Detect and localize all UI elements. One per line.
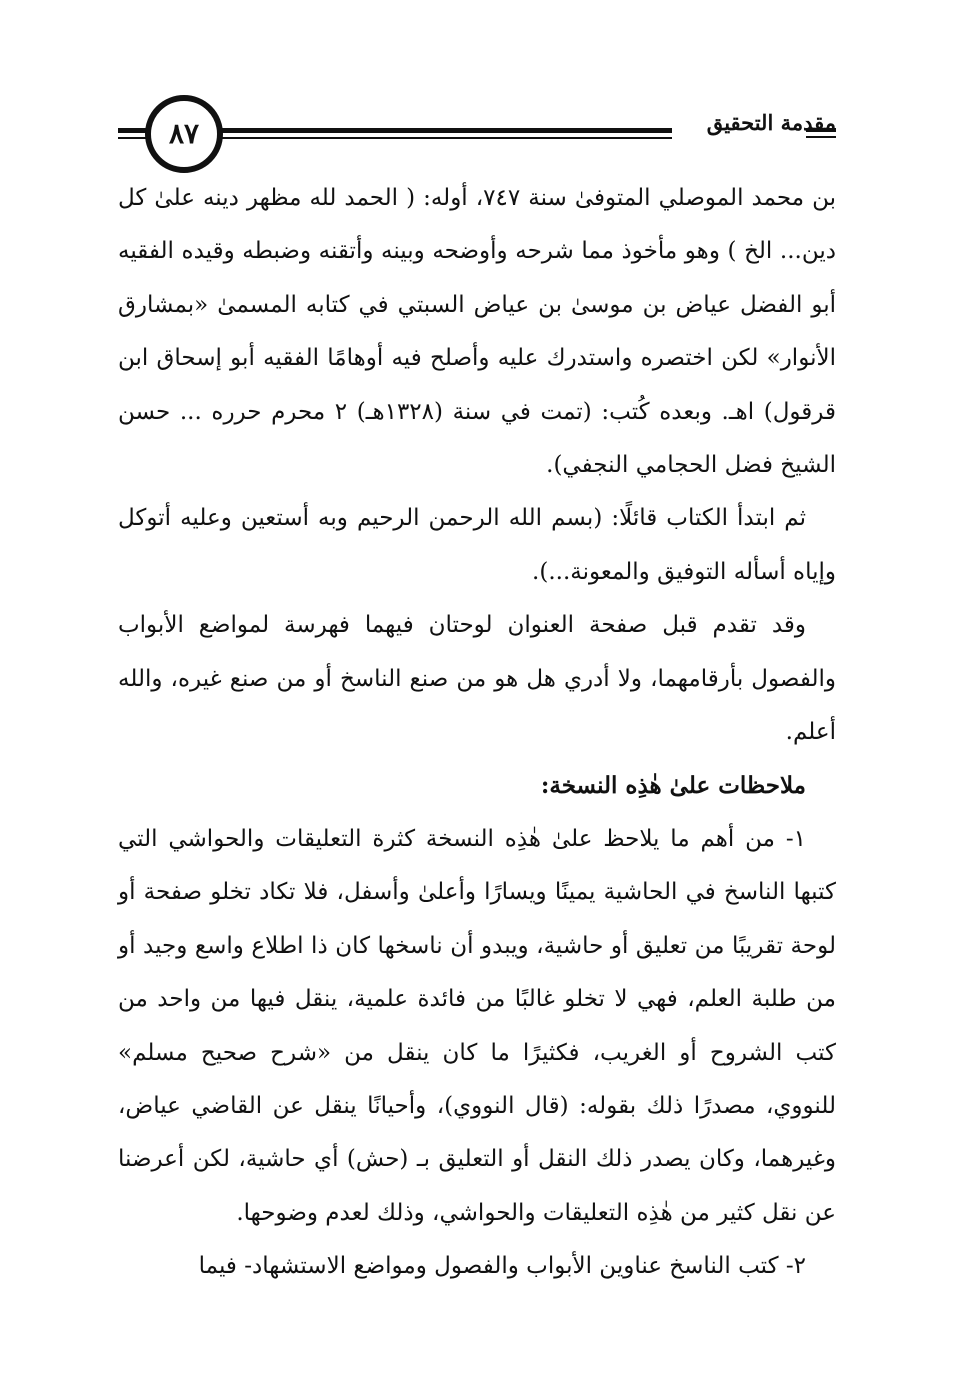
header-rule-middle-thin — [220, 137, 672, 139]
page-number: ٨٧ — [168, 117, 200, 150]
page-number-badge — [145, 95, 223, 173]
header-rule-middle-thick — [220, 128, 672, 133]
running-title: مقدمة التحقيق — [706, 110, 836, 135]
header-rule-right-thin — [806, 136, 836, 138]
paragraph-note-1: ١- من أهم ما يلاحظ علىٰ هٰذِه النسخة كثرة التعليقات والحواشي التي كتبها الناسخ في الحاشية يمينًا ويسارًا وأعلىٰ وأسفل، فلا تكاد تخلو صفحة أو لوحة تقريبًا من تعليق أو حاشية، ويبدو أن ناسخها كان ذا اطلاع واسع وجيد أو من طلبة العلم، فهي لا تخلو غالبًا من فائدة علمية، ينقل فيها من واحد من كتب الشروح أو الغريب، فكثيرًا ما كان ينقل من «شرح صحيح مسلم» للنووي، مصدرًا ذلك بقوله: (قال النووي)، وأحيانًا ينقل عن القاضي عياض، وغيرهما، وكان يصدر ذلك النقل أو التعليق بـ (حش) أي حاشية، لكن أعرضنا عن نقل كثير من هٰذِه التعليقات والحواشي، وذلك لعدم وضوحها. — [118, 825, 836, 1226]
header-rule-left-thick — [118, 128, 148, 133]
paragraph-note-2: ٢- كتب الناسخ عناوين الأبواب والفصول ومواضع الاستشهاد- فيما — [198, 1253, 806, 1280]
paragraph-manuscript-description: بن محمد الموصلي المتوفىٰ سنة ٧٤٧، أوله: ( الحمد لله مظهر دينه علىٰ كل دين... الخ ) وهو مأخوذ مما شرحه وأوضحه وبينه وأتقنه وضبطه وقيده الفقيه أبو الفضل عياض بن موسىٰ بن عياض السبتي في كتابه المسمىٰ «بمشارق الأنوار» لكن اختصره واستدرك عليه وأصلح فيه أوهامًا الفقيه أبو إسحاق ابن قرقول) اهـ. وبعده كُتب: (تمت في سنة (١٣٢٨هـ) ٢ محرم حرره ... حسن الشيخ فضل الحجامي النجفي). — [118, 185, 836, 479]
section-heading: ملاحظات علىٰ هٰذِه النسخة: — [540, 772, 806, 800]
paragraph-book-opening: ثم ابتدأ الكتاب قائلًا: (بسم الله الرحمن الرحيم وبه أستعين وعليه أتوكل وإياه أسأله التوفيق والمعونة...). — [118, 505, 836, 585]
body-text — [118, 172, 836, 1294]
page-header — [0, 0, 954, 180]
paragraph-index-plates: وقد تقدم قبل صفحة العنوان لوحتان فيهما فهرسة لمواضع الأبواب والفصول بأرقامهما، ولا أدري هل هو من صنع الناسخ أو من صنع غيره، والله أعلم. — [118, 612, 836, 746]
header-rule-left-thin — [118, 137, 148, 139]
